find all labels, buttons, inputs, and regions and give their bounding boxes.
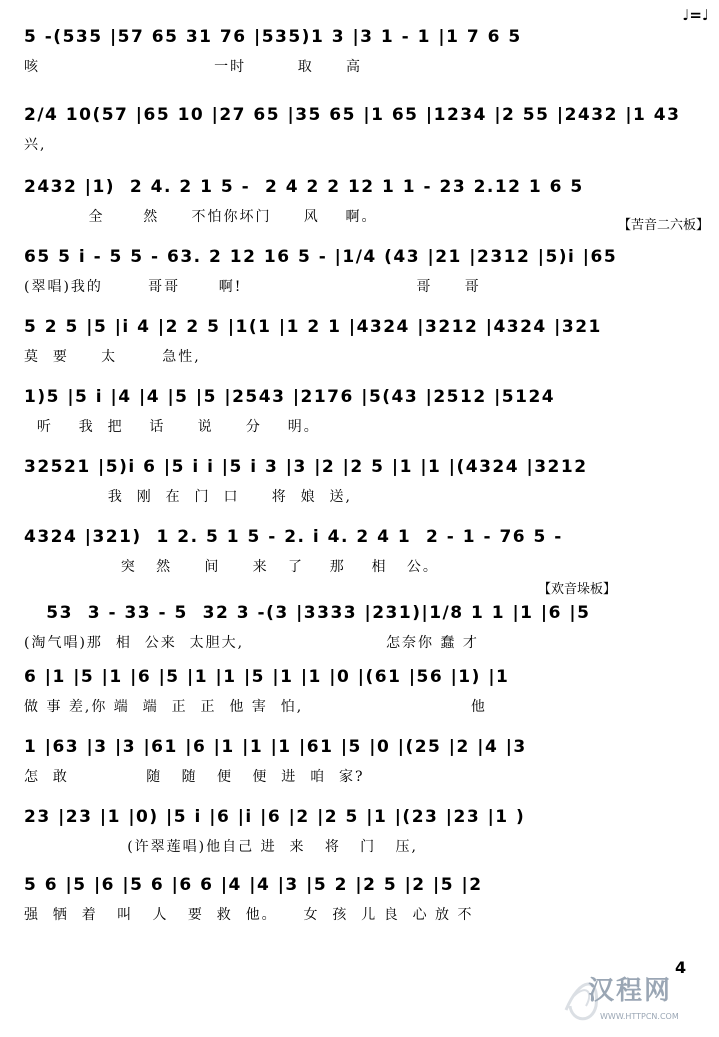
notation-line: 32521 |5)i 6 |5 i i |5 i 3 |3 |2 |2 5 |1 |1 |(4324 |3212: [24, 457, 588, 477]
lyrics-line: 突 然 间 来 了 那 相 公。: [24, 559, 439, 575]
lyrics-line: (淘气唱)那 相 公来 太胆大, 怎奈你 蠢 才: [24, 635, 479, 651]
lyrics-line: 兴,: [24, 137, 47, 153]
lyrics-line: 全 然 不怕你坏门 风 啊。: [24, 209, 378, 225]
tempo-mark: ♩=♩: [682, 6, 709, 24]
lyrics-line: 做 事 差,你 端 端 正 正 他 害 怕, 他: [24, 699, 487, 715]
lyrics-line: (许翠莲唱)他自己 进 来 将 门 压,: [24, 839, 418, 855]
page-number: 4: [675, 958, 687, 977]
notation-line: 2/4 10(57 |65 10 |27 65 |35 65 |1 65 |1234 |2 55 |2432 |1 43: [24, 105, 681, 125]
lyrics-line: 我 刚 在 门 口 将 娘 送,: [24, 489, 352, 505]
notation-line: 53 3 - 33 - 5 32 3 -(3 |3333 |231)|1/8 1 1 |1 |6 |5: [24, 603, 591, 623]
notation-line: 5 2 5 |5 |i 4 |2 2 5 |1(1 |1 2 1 |4324 |3212 |4324 |321: [24, 317, 602, 337]
lyrics-line: 听 我 把 话 说 分 明。: [24, 419, 320, 435]
notation-line: 4324 |321) 1 2. 5 1 5 - 2. i 4. 2 4 1 2 - 1 - 76 5 -: [24, 527, 563, 547]
notation-line: 1)5 |5 i |4 |4 |5 |5 |2543 |2176 |5(43 |2512 |5124: [24, 387, 556, 407]
lyrics-line: 咳 一时 取 高: [24, 59, 363, 75]
watermark-brand: 汉程网: [588, 976, 673, 1006]
section-label-huanyin: 【欢音垛板】: [538, 582, 617, 597]
section-label-kuyin: 【苦音二六板】: [618, 218, 710, 233]
notation-line: 5 6 |5 |6 |5 6 |6 6 |4 |4 |3 |5 2 |2 5 |2 |5 |2: [24, 875, 483, 895]
lyrics-line: 莫 要 太 急性,: [24, 349, 201, 365]
notation-line: 6 |1 |5 |1 |6 |5 |1 |1 |5 |1 |1 |0 |(61 |56 |1) |1: [24, 667, 510, 687]
notation-line: 5 -(535 |57 65 31 76 |535)1 3 |3 1 - 1 |1 7 6 5: [24, 27, 522, 47]
notation-line: 65 5 i - 5 5 - 63. 2 12 16 5 - |1/4 (43 |21 |2312 |5)i |65: [24, 247, 618, 267]
notation-line: 2432 |1) 2 4. 2 1 5 - 2 4 2 2 12 1 1 - 23 2.12 1 6 5: [24, 177, 584, 197]
lyrics-line: 怎 敢 随 随 便 便 进 咱 家?: [24, 769, 365, 785]
notation-line: 23 |23 |1 |0) |5 i |6 |i |6 |2 |2 5 |1 |(23 |23 |1 ): [24, 807, 526, 827]
notation-line: 1 |63 |3 |3 |61 |6 |1 |1 |1 |61 |5 |0 |(25 |2 |4 |3: [24, 737, 527, 757]
lyrics-line: (翠唱)我的 哥哥 啊! 哥 哥: [24, 279, 481, 295]
watermark-url: WWW.HTTPCN.COM: [600, 1012, 679, 1021]
lyrics-line: 强 牺 着 叫 人 要 救 他。 女 孩 儿 良 心 放 不: [24, 907, 474, 923]
